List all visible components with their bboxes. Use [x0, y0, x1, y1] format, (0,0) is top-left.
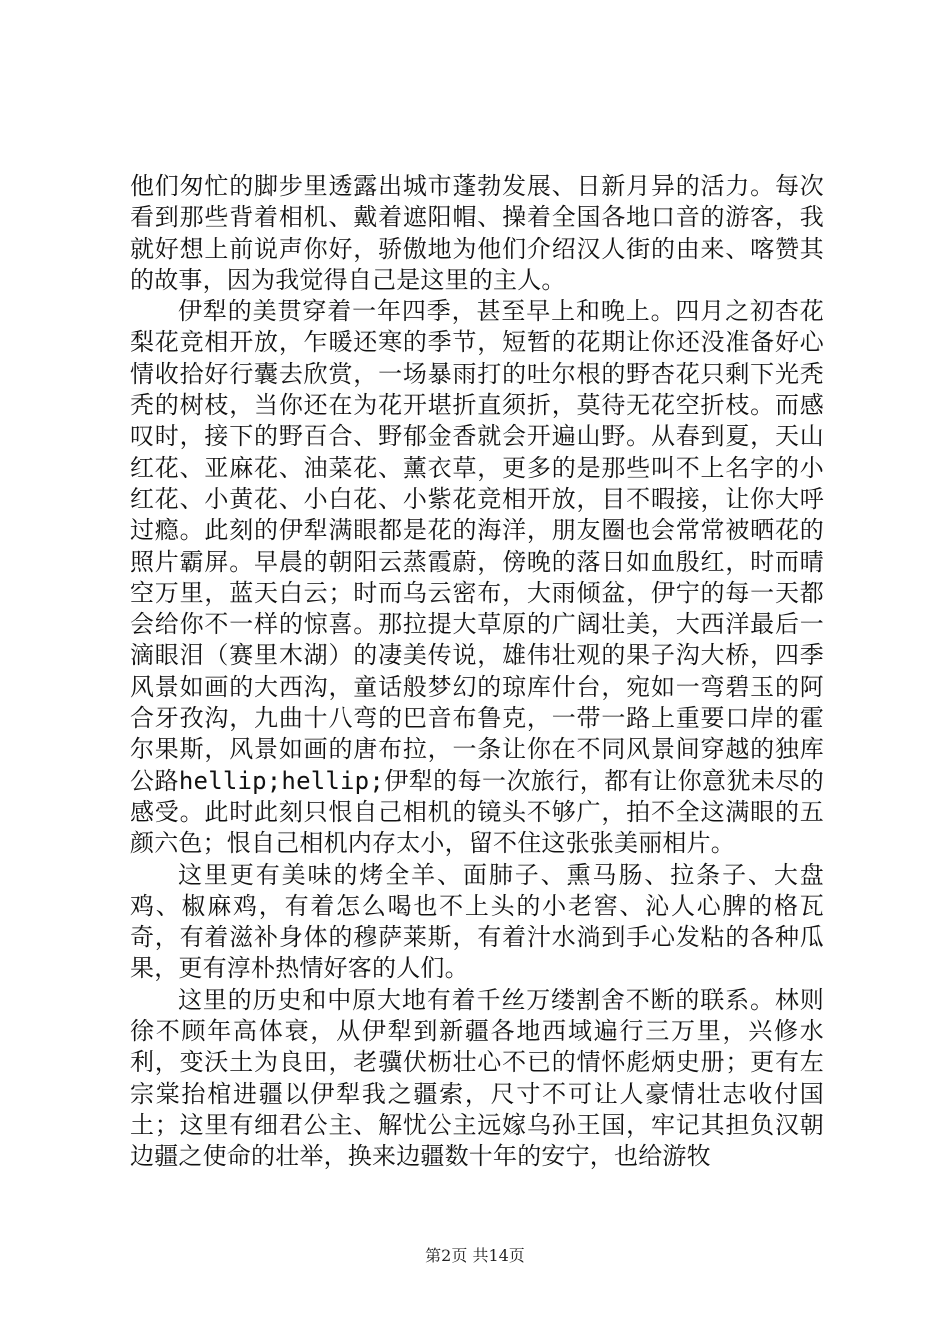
paragraph-4: 这里的历史和中原大地有着千丝万缕割舍不断的联系。林则徐不顾年高体衰，从伊犁到新疆各地西域遍行三万里，兴修水利，变沃土为良田，老骥伏枥壮心不已的情怀彪炳史册；更有左宗棠抬棺进疆以伊犁我之疆索，尺寸不可让人豪情壮志收付国土；这里有细君公主、解忧公主远嫁乌孙王国，牢记其担负汉朝边疆之使命的壮举，换来边疆数十年的安宁，也给游牧 — [130, 985, 824, 1171]
paragraph-3: 这里更有美味的烤全羊、面肺子、熏马肠、拉条子、大盘鸡、椒麻鸡，有着怎么喝也不上头的小老窖、沁人心脾的格瓦奇，有着滋补身体的穆萨莱斯，有着汁水淌到手心发粘的各种瓜果，更有淳朴热情好客的人们。 — [130, 860, 824, 983]
paragraph-1: 他们匆忙的脚步里透露出城市蓬勃发展、日新月异的活力。每次看到那些背着相机、戴着遮阳帽、操着全国各地口音的游客，我就好想上前说声你好，骄傲地为他们介绍汉人街的由来、喀赞其的故事，因为我觉得自己是这里的主人。 — [130, 172, 824, 294]
document-body — [130, 171, 824, 1173]
paragraph-2: 伊犁的美贯穿着一年四季，甚至早上和晚上。四月之初杏花梨花竞相开放，乍暖还寒的季节，短暂的花期让你还没准备好心情收拾好行囊去欣赏，一场暴雨打的吐尔根的野杏花只剩下光秃秃的树枝，当你还在为花开堪折直须折，莫待无花空折枝。而感叹时，接下的野百合、野郁金香就会开遍山野。从春到夏，天山红花、亚麻花、油菜花、薰衣草，更多的是那些叫不上名字的小红花、小黄花、小白花、小紫花竞相开放，目不暇接，让你大呼过瘾。此刻的伊犁满眼都是花的海洋，朋友圈也会常常被晒花的照片霸屏。早晨的朝阳云蒸霞蔚，傍晚的落日如血殷红，时而晴空万里，蓝天白云；时而乌云密布，大雨倾盆，伊宁的每一天都会给你不一样的惊喜。那拉提大草原的广阔壮美，大西洋最后一滴眼泪（赛里木湖）的凄美传说，雄伟壮观的果子沟大桥，四季风景如画的大西沟，童话般梦幻的琼库什台，宛如一弯碧玉的阿合牙孜沟，九曲十八弯的巴音布鲁克，一带一路上重要口岸的霍尔果斯，风景如画的唐布拉，一条让你在不同风景间穿越的独库公路hellip;hellip;伊犁的每一次旅行，都有让你意犹未尽的感受。此时此刻只恨自己相机的镜头不够广，拍不全这满眼的五颜六色；恨自己相机内存太小，留不住这张张美丽相片。 — [130, 297, 824, 858]
page-number-footer: 第2页 共14页 — [425, 1246, 525, 1265]
